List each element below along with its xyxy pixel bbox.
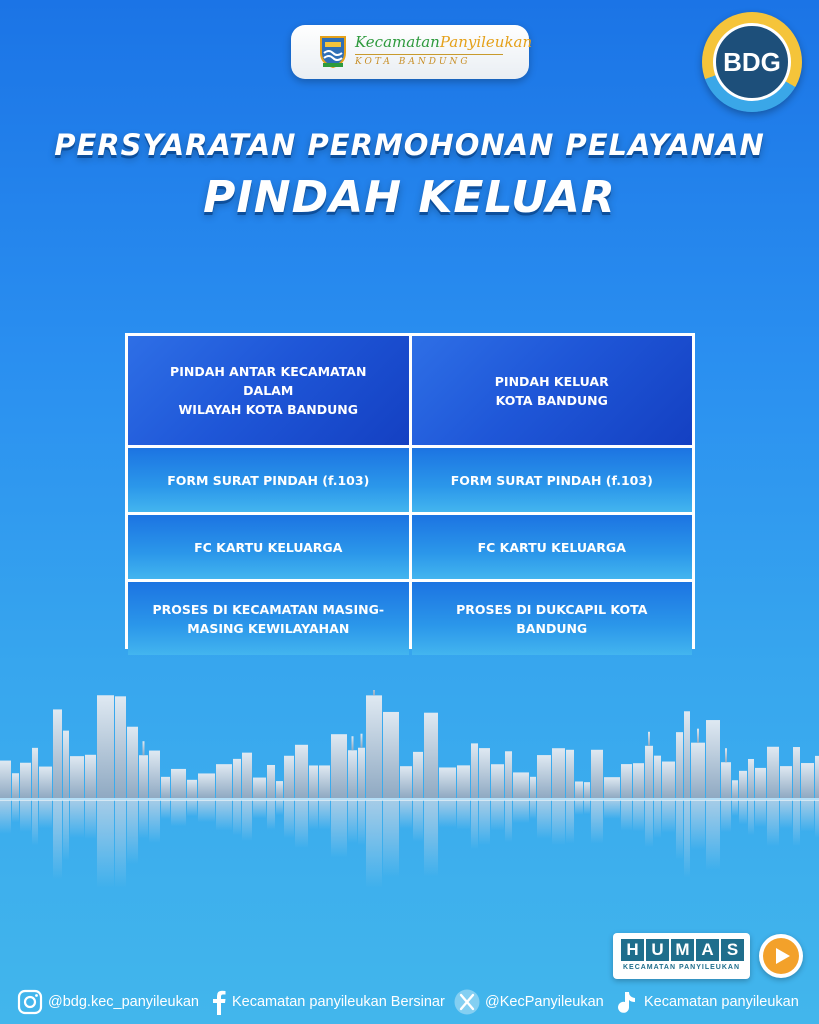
skyline-building [471, 743, 478, 798]
table-header-cell: PINDAH ANTAR KECAMATAN DALAM WILAYAH KOTA BANDUNG [128, 336, 409, 445]
skyline-reflection [216, 800, 232, 830]
skyline-reflection [537, 800, 551, 839]
skyline-reflection [12, 800, 19, 822]
kecamatan-logo [291, 25, 533, 79]
skyline-building [654, 756, 661, 798]
skyline-building [793, 747, 800, 798]
skyline-reflection [53, 800, 62, 880]
skyline-reflection [691, 800, 705, 850]
skyline-reflection [0, 800, 11, 834]
skyline-building [267, 765, 275, 798]
skyline-spire [648, 732, 650, 746]
skyline-reflection [591, 800, 603, 843]
humas-logo [613, 933, 750, 979]
skyline-building [366, 695, 382, 798]
skyline-reflection [575, 800, 583, 815]
x-twitter-icon [453, 988, 481, 1016]
facebook-link[interactable] [210, 985, 445, 1019]
skyline-reflection [319, 800, 330, 829]
skyline-reflection [348, 800, 357, 843]
social-footer [0, 985, 819, 1019]
skyline-reflection [748, 800, 754, 835]
play-button[interactable] [759, 934, 803, 978]
skyline-building [530, 777, 536, 798]
bdg-badge-text: BDG [713, 23, 791, 101]
skyline-spire [697, 729, 699, 743]
skyline-reflection [654, 800, 661, 838]
skyline-building [505, 751, 512, 798]
skyline-building [284, 756, 294, 798]
skyline-building [348, 750, 357, 798]
page-title-line2: PINDAH KELUAR [203, 172, 616, 223]
skyline-building [187, 780, 197, 798]
city-skyline-illustration [0, 690, 819, 890]
skyline-reflection [439, 800, 456, 827]
skyline-building [645, 746, 653, 798]
table-cell: FORM SURAT PINDAH (f.103) [412, 448, 693, 512]
table-cell: FC KARTU KELUARGA [128, 515, 409, 579]
skyline-reflection [233, 800, 241, 835]
skyline-reflection [706, 800, 720, 870]
skyline-building [331, 734, 347, 798]
skyline-reflection [149, 800, 160, 843]
humas-subtitle: KECAMATAN PANYILEUKAN [622, 964, 741, 971]
skyline-building [39, 767, 52, 798]
skyline-building [575, 782, 583, 798]
skyline-reflection [242, 800, 252, 841]
skyline-reflection [400, 800, 412, 829]
skyline-building [171, 769, 186, 798]
skyline-building [721, 762, 731, 798]
skyline-reflection [457, 800, 470, 829]
skyline-reflection [115, 800, 126, 888]
skyline-building [400, 766, 412, 798]
facebook-handle: Kecamatan panyileukan Bersinar [232, 994, 445, 1010]
skyline-spire [352, 736, 354, 750]
skyline-building [815, 756, 819, 798]
table-cell: FC KARTU KELUARGA [412, 515, 693, 579]
skyline-reflection [621, 800, 632, 831]
skyline-reflection [358, 800, 365, 845]
skyline-reflection [780, 800, 792, 829]
bdg-badge [702, 12, 802, 112]
play-icon [763, 938, 799, 974]
skyline-reflection [39, 800, 52, 828]
skyline-building [732, 780, 738, 798]
skyline-building [566, 750, 574, 798]
skyline-reflection [684, 800, 690, 878]
skyline-reflection [479, 800, 490, 845]
skyline-reflection [85, 800, 96, 839]
skyline-reflection [721, 800, 731, 832]
skyline-building [676, 732, 683, 798]
skyline-building [457, 765, 470, 798]
skyline-building [127, 727, 138, 798]
skyline-building [216, 764, 232, 798]
skyline-building [53, 709, 62, 798]
music-note-icon [612, 988, 640, 1016]
skyline-building [233, 759, 241, 798]
skyline-building [691, 743, 705, 798]
skyline-building [161, 777, 170, 798]
skyline-building [633, 763, 644, 798]
skyline-building [383, 712, 399, 798]
skyline-building [755, 768, 766, 798]
skyline-reflection [815, 800, 819, 838]
skyline-reflection [97, 800, 114, 888]
skyline-reflection [70, 800, 84, 838]
table-header-cell: PINDAH KELUAR KOTA BANDUNG [412, 336, 693, 445]
humas-letter: U [646, 939, 669, 961]
skyline-building [801, 763, 814, 798]
skyline-reflection [566, 800, 574, 843]
skyline-building [20, 763, 31, 798]
instagram-icon [16, 988, 44, 1016]
instagram-link[interactable] [16, 985, 199, 1019]
skyline-reflection [584, 800, 590, 814]
skyline-reflection [383, 800, 399, 877]
skyline-building [12, 773, 19, 798]
skyline-building [32, 748, 38, 798]
skyline-reflection [253, 800, 266, 818]
skyline-building [684, 711, 690, 798]
skyline-building [70, 756, 84, 798]
skyline-building [295, 745, 308, 798]
skyline-building [604, 777, 620, 798]
skyline-spire [725, 748, 727, 762]
skyline-building [739, 771, 747, 798]
skyline-reflection [739, 800, 747, 824]
skyline-building [439, 767, 456, 798]
humas-letter: S [721, 939, 744, 961]
skyline-building [115, 696, 126, 798]
skyline-building [621, 764, 632, 798]
skyline-reflection [755, 800, 766, 827]
skyline-reflection [424, 800, 438, 877]
skyline-reflection [267, 800, 275, 830]
skyline-building [97, 695, 114, 798]
skyline-building [767, 747, 779, 798]
skyline-reflection [284, 800, 294, 838]
skyline-reflection [187, 800, 197, 816]
skyline-building [748, 759, 754, 798]
skyline-reflection [331, 800, 347, 857]
skyline-building [309, 765, 318, 798]
skyline-reflection [198, 800, 215, 822]
skyline-building [0, 761, 11, 798]
skyline-reflection [32, 800, 38, 845]
skyline-reflection [662, 800, 675, 833]
skyline-reflection [505, 800, 512, 842]
twitter-link[interactable] [453, 985, 604, 1019]
logo-subtitle: KOTA BANDUNG [355, 57, 471, 67]
skyline-reflection [513, 800, 529, 823]
skyline-building [139, 755, 148, 798]
skyline-building [513, 772, 529, 798]
skyline-reflection [309, 800, 318, 829]
skyline-reflection [366, 800, 382, 888]
skyline-reflection [530, 800, 536, 819]
instagram-handle: @bdg.kec_panyileukan [48, 994, 199, 1010]
skyline-reflection [295, 800, 308, 848]
skyline-reflection [633, 800, 644, 831]
skyline-reflection [793, 800, 800, 846]
skyline-building [63, 731, 69, 798]
skyline-reflection [171, 800, 186, 826]
skyline-reflection [276, 800, 283, 815]
skyline-building [319, 765, 330, 798]
table-cell: PROSES DI KECAMATAN MASING- MASING KEWILAYAHAN [128, 582, 409, 655]
skyline-building [479, 748, 490, 798]
skyline-reflection [732, 800, 738, 816]
skyline-reflection [139, 800, 148, 839]
page-title-line1: PERSYARATAN PERMOHONAN PELAYANAN [54, 128, 765, 162]
skyline-reflection [161, 800, 170, 819]
skyline-reflection [676, 800, 683, 859]
skyline-reflection [801, 800, 814, 831]
skyline-reflection [767, 800, 779, 846]
skyline-building [276, 781, 283, 798]
humas-letter: A [696, 939, 719, 961]
skyline-building [780, 766, 792, 798]
skyline-building [584, 782, 590, 798]
skyline-building [537, 755, 551, 798]
skyline-reflection [471, 800, 478, 849]
skyline-spire [361, 734, 363, 748]
skyline-spire [373, 690, 375, 695]
requirements-table [125, 333, 695, 649]
skyline-building [424, 713, 438, 798]
skyline-reflection [413, 800, 423, 842]
skyline-building [662, 762, 675, 798]
skyline-reflection [645, 800, 653, 847]
logo-title: KecamatanPanyileukan [355, 33, 533, 51]
skyline-building [552, 748, 565, 798]
logo-divider [355, 54, 503, 55]
skyline-reflection [552, 800, 565, 845]
table-cell: FORM SURAT PINDAH (f.103) [128, 448, 409, 512]
skyline-reflection [491, 800, 504, 830]
skyline-reflection [20, 800, 31, 832]
skyline-building [358, 748, 365, 798]
table-cell: PROSES DI DUKCAPIL KOTA BANDUNG [412, 582, 693, 655]
skyline-building [591, 750, 603, 798]
tiktok-link[interactable] [612, 985, 799, 1019]
facebook-icon [210, 988, 228, 1016]
skyline-building [198, 773, 215, 798]
skyline-building [85, 755, 96, 798]
skyline-building [413, 752, 423, 798]
skyline-building [149, 751, 160, 798]
humas-letters [621, 939, 744, 961]
skyline-reflection [127, 800, 138, 864]
skyline-reflection [63, 800, 69, 861]
skyline-building [706, 720, 720, 798]
humas-letter: H [621, 939, 644, 961]
tiktok-handle: Kecamatan panyileukan [644, 994, 799, 1010]
skyline-spire [143, 741, 145, 755]
bandung-crest-icon [317, 33, 349, 69]
skyline-building [253, 778, 266, 798]
skyline-building [242, 753, 252, 798]
humas-letter: M [671, 939, 694, 961]
skyline-building [491, 764, 504, 798]
skyline-reflection [604, 800, 620, 819]
twitter-handle: @KecPanyileukan [485, 994, 604, 1010]
